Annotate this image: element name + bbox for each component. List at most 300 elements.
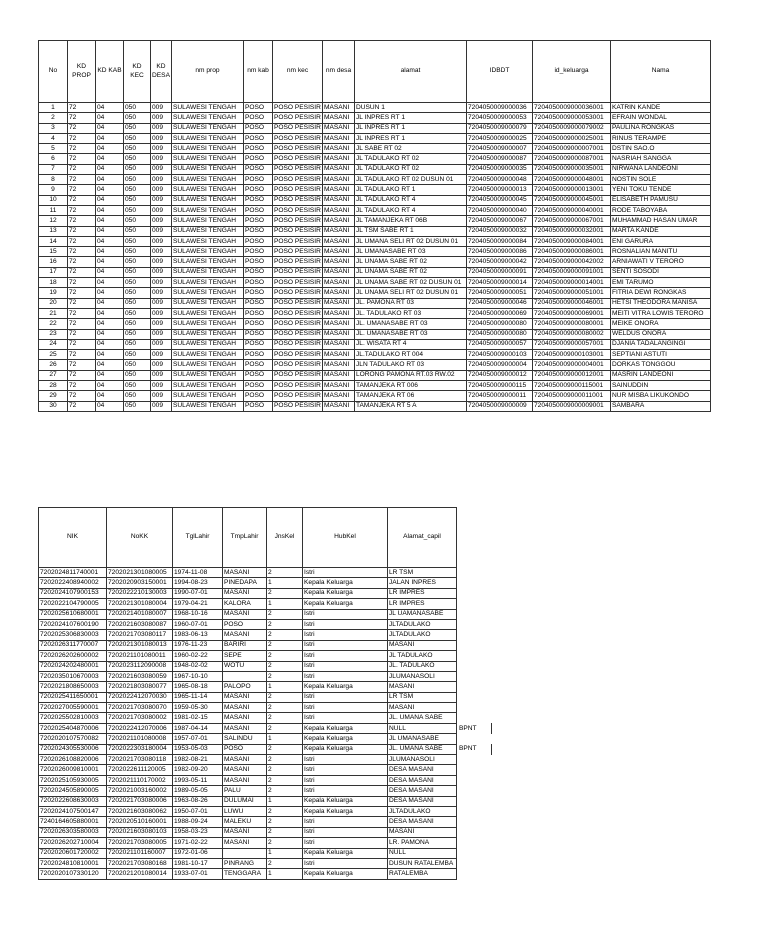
cell-nm-kab: POSO — [244, 360, 273, 370]
cell-kd-kab: 04 — [96, 123, 124, 133]
side-note — [457, 755, 492, 765]
cell-tgllahir: 1976-11-23 — [173, 640, 223, 650]
cell-nama: NASRIAH SANGGA — [611, 154, 711, 164]
table-row — [39, 588, 492, 598]
cell-nm-prop: SULAWESI TENGAH — [172, 123, 244, 133]
cell-tmplahir: MASANI — [223, 568, 267, 578]
header-row — [39, 41, 711, 103]
cell-alamat-capil: JL. UMANA SABE — [388, 744, 457, 754]
cell-nik: 7202024107500147 — [39, 806, 107, 816]
cell-nm-kab: POSO — [244, 339, 273, 349]
cell-nm-kec: POSO PESISIR — [273, 298, 323, 308]
cell-kd-desa: 009 — [151, 267, 172, 277]
cell-nama: NIRWANA LANDEONI — [611, 164, 711, 174]
cell-id-keluarga: 7204050009000042002 — [533, 257, 611, 267]
cell-id-keluarga: 7204050009000103001 — [533, 350, 611, 360]
cell-hubkel: Istri — [303, 703, 388, 713]
cell-jnskel: 1 — [267, 869, 303, 879]
cell-tgllahir: 1979-04-21 — [173, 599, 223, 609]
cell-tgllahir: 1974-11-08 — [173, 568, 223, 578]
cell-jnskel: 1 — [267, 578, 303, 588]
cell-kd-kab: 04 — [96, 113, 124, 123]
cell-kd-kab: 04 — [96, 319, 124, 329]
cell-no: 20 — [39, 298, 68, 308]
cell-tmplahir: KALORA — [223, 599, 267, 609]
table-row — [39, 216, 711, 226]
cell-kd-desa: 009 — [151, 144, 172, 154]
cell-alamat: JL TADULAKO RT 02 — [355, 154, 467, 164]
cell-alamat: JL UNAMA SABE RT 02 DUSUN 01 — [355, 278, 467, 288]
cell-id-keluarga: 7204050009000080002 — [533, 329, 611, 339]
side-note — [457, 765, 492, 775]
cell-alamat-capil: JLTADULAKO — [388, 630, 457, 640]
cell-tmplahir: MASANI — [223, 703, 267, 713]
cell-idbdt: 7204050009000103 — [467, 350, 533, 360]
cell-kd-kab: 04 — [96, 381, 124, 391]
cell-tgllahir: 1982-08-21 — [173, 755, 223, 765]
cell-kd-kab: 04 — [96, 329, 124, 339]
cell-nm-kab: POSO — [244, 278, 273, 288]
cell-tmplahir: MASANI — [223, 775, 267, 785]
cell-nm-kab: POSO — [244, 370, 273, 380]
cell-hubkel: Istri — [303, 630, 388, 640]
cell-nm-desa: MASANI — [323, 360, 355, 370]
cell-alamat-capil: MASANI — [388, 682, 457, 692]
cell-tgllahir: 1950-07-01 — [173, 806, 223, 816]
cell-hubkel: Kepala Keluarga — [303, 848, 388, 858]
cell-alamat: JL UNAMA SABE RT 02 — [355, 267, 467, 277]
side-note: BPNT — [457, 744, 492, 754]
cell-nm-desa: MASANI — [323, 339, 355, 349]
cell-kd-prop: 72 — [68, 319, 96, 329]
cell-kd-prop: 72 — [68, 195, 96, 205]
cell-hubkel: Istri — [303, 765, 388, 775]
cell-kd-prop: 72 — [68, 144, 96, 154]
column-header-no: No — [39, 41, 68, 103]
cell-idbdt: 7204050009000080 — [467, 329, 533, 339]
cell-no: 7 — [39, 164, 68, 174]
cell-nm-desa: MASANI — [323, 308, 355, 318]
cell-no: 13 — [39, 226, 68, 236]
side-note — [457, 588, 492, 598]
cell-kd-prop: 72 — [68, 401, 96, 411]
cell-alamat: JL TAMANJEKA RT 06B — [355, 216, 467, 226]
table-row — [39, 144, 711, 154]
cell-alamat-capil: DESA MASANI — [388, 765, 457, 775]
cell-jnskel: 2 — [267, 817, 303, 827]
cell-kd-kab: 04 — [96, 205, 124, 215]
cell-nm-prop: SULAWESI TENGAH — [172, 133, 244, 143]
cell-no: 21 — [39, 308, 68, 318]
column-header-nama: Nama — [611, 41, 711, 103]
cell-kd-kab: 04 — [96, 278, 124, 288]
cell-tmplahir: MASANI — [223, 755, 267, 765]
table-row — [39, 827, 492, 837]
cell-alamat-capil: JALAN INPRES — [388, 578, 457, 588]
cell-alamat-capil: JLTADULAKO — [388, 806, 457, 816]
cell-nm-kab: POSO — [244, 123, 273, 133]
cell-nm-kec: POSO PESISIR — [273, 133, 323, 143]
cell-jnskel: 2 — [267, 651, 303, 661]
cell-kd-kab: 04 — [96, 257, 124, 267]
cell-nm-desa: MASANI — [323, 288, 355, 298]
cell-hubkel: Istri — [303, 817, 388, 827]
cell-tmplahir: MASANI — [223, 630, 267, 640]
cell-kd-kec: 050 — [124, 113, 151, 123]
table-row — [39, 401, 711, 411]
cell-nik: 7202026009810001 — [39, 765, 107, 775]
cell-nm-kec: POSO PESISIR — [273, 319, 323, 329]
cell-id-keluarga: 7204050009000040001 — [533, 205, 611, 215]
cell-no: 8 — [39, 175, 68, 185]
cell-nik: 7202022104790005 — [39, 599, 107, 609]
cell-nm-kec: POSO PESISIR — [273, 205, 323, 215]
side-note — [457, 713, 492, 723]
cell-kd-desa: 009 — [151, 216, 172, 226]
cell-nm-prop: SULAWESI TENGAH — [172, 164, 244, 174]
side-note — [457, 599, 492, 609]
cell-tgllahir: 1967-10-10 — [173, 671, 223, 681]
table-row — [39, 133, 711, 143]
cell-nm-kec: POSO PESISIR — [273, 144, 323, 154]
cell-kd-desa: 009 — [151, 175, 172, 185]
cell-hubkel: Istri — [303, 858, 388, 868]
cell-nokk: 7202021703080002 — [107, 713, 173, 723]
cell-nokk: 7202023112090008 — [107, 661, 173, 671]
cell-alamat-capil: NULL — [388, 848, 457, 858]
side-note — [457, 671, 492, 681]
cell-nik: 7202026202600002 — [39, 651, 107, 661]
cell-kd-kec: 050 — [124, 360, 151, 370]
cell-idbdt: 7204050009000079 — [467, 123, 533, 133]
cell-nm-kec: POSO PESISIR — [273, 401, 323, 411]
cell-idbdt: 7204050009000091 — [467, 267, 533, 277]
cell-nama: ROSNALIAN MANITU — [611, 247, 711, 257]
table-2-body — [39, 568, 492, 880]
table-row — [39, 599, 492, 609]
cell-nokk: 7202020510160001 — [107, 817, 173, 827]
cell-nik: 7202020107330120 — [39, 869, 107, 879]
cell-alamat: JL INPRES RT 1 — [355, 133, 467, 143]
cell-kd-prop: 72 — [68, 288, 96, 298]
cell-tmplahir: MASANI — [223, 723, 267, 733]
cell-kd-desa: 009 — [151, 391, 172, 401]
cell-nm-kab: POSO — [244, 133, 273, 143]
cell-kd-prop: 72 — [68, 257, 96, 267]
cell-nm-kab: POSO — [244, 113, 273, 123]
cell-kd-prop: 72 — [68, 329, 96, 339]
table-row — [39, 703, 492, 713]
cell-nokk: 7202021603080062 — [107, 806, 173, 816]
cell-nm-kab: POSO — [244, 247, 273, 257]
cell-tgllahir: 1968-10-16 — [173, 609, 223, 619]
table-row — [39, 817, 492, 827]
cell-jnskel: 2 — [267, 588, 303, 598]
cell-nm-kab: POSO — [244, 391, 273, 401]
cell-id-keluarga: 7204050009000086001 — [533, 247, 611, 257]
cell-tgllahir: 1948-02-02 — [173, 661, 223, 671]
cell-hubkel: Istri — [303, 713, 388, 723]
cell-nm-kec: POSO PESISIR — [273, 175, 323, 185]
cell-tgllahir: 1933-07-01 — [173, 869, 223, 879]
column-header-nm-prop: nm prop — [172, 41, 244, 103]
cell-nama: RODE TABOYABA — [611, 205, 711, 215]
cell-alamat-capil: MASANI — [388, 640, 457, 650]
cell-nm-prop: SULAWESI TENGAH — [172, 103, 244, 113]
cell-nama: SEPTIANI ASTUTI — [611, 350, 711, 360]
cell-nik: 7202026311770007 — [39, 640, 107, 650]
table-row — [39, 838, 492, 848]
cell-hubkel: Istri — [303, 661, 388, 671]
cell-kd-desa: 009 — [151, 329, 172, 339]
cell-kd-kec: 050 — [124, 133, 151, 143]
cell-kd-desa: 009 — [151, 113, 172, 123]
cell-kd-kec: 050 — [124, 350, 151, 360]
table-row — [39, 692, 492, 702]
cell-nokk: 7202021703080168 — [107, 858, 173, 868]
table-row — [39, 806, 492, 816]
cell-nokk: 7202021803080077 — [107, 682, 173, 692]
column-header-alamat: alamat — [355, 41, 467, 103]
cell-kd-desa: 009 — [151, 278, 172, 288]
table-row — [39, 640, 492, 650]
cell-nm-kec: POSO PESISIR — [273, 195, 323, 205]
cell-nama: PAULINA RONGKAS — [611, 123, 711, 133]
cell-nokk: 7202022611120005 — [107, 765, 173, 775]
cell-no: 4 — [39, 133, 68, 143]
cell-kd-desa: 009 — [151, 236, 172, 246]
cell-nm-prop: SULAWESI TENGAH — [172, 226, 244, 236]
cell-alamat: JL TADULAKO RT 02 DUSUN 01 — [355, 175, 467, 185]
cell-nm-prop: SULAWESI TENGAH — [172, 267, 244, 277]
cell-nama: DSTIN SAO.O — [611, 144, 711, 154]
cell-no: 26 — [39, 360, 68, 370]
cell-kd-kec: 050 — [124, 257, 151, 267]
cell-alamat-capil: NULL — [388, 723, 457, 733]
cell-nik: 7202025411650001 — [39, 692, 107, 702]
cell-jnskel: 2 — [267, 619, 303, 629]
cell-kd-kab: 04 — [96, 164, 124, 174]
cell-nm-kab: POSO — [244, 144, 273, 154]
cell-kd-desa: 009 — [151, 401, 172, 411]
cell-idbdt: 7204050009000011 — [467, 391, 533, 401]
table-row — [39, 848, 492, 858]
cell-tgllahir: 1965-08-18 — [173, 682, 223, 692]
cell-kd-kec: 050 — [124, 381, 151, 391]
cell-idbdt: 7204050009000045 — [467, 195, 533, 205]
cell-nik: 7202024505890005 — [39, 786, 107, 796]
cell-nama: NOSTIN SOLE — [611, 175, 711, 185]
cell-nm-prop: SULAWESI TENGAH — [172, 401, 244, 411]
cell-nik: 7202024811740001 — [39, 568, 107, 578]
cell-nm-kec: POSO PESISIR — [273, 329, 323, 339]
cell-alamat-capil: JLUMANASOLI — [388, 755, 457, 765]
cell-nm-kec: POSO PESISIR — [273, 236, 323, 246]
cell-tmplahir: DULUMAI — [223, 796, 267, 806]
cell-nama: KATRIN KANDE — [611, 103, 711, 113]
cell-id-keluarga: 7204050009000084001 — [533, 236, 611, 246]
cell-jnskel: 2 — [267, 671, 303, 681]
side-note — [457, 578, 492, 588]
cell-nik: 7202024107600190 — [39, 619, 107, 629]
cell-tgllahir: 1965-11-14 — [173, 692, 223, 702]
cell-tmplahir: WOTU — [223, 661, 267, 671]
cell-kd-prop: 72 — [68, 164, 96, 174]
cell-idbdt: 7204050009000053 — [467, 113, 533, 123]
cell-tgllahir: 1959-05-30 — [173, 703, 223, 713]
cell-jnskel: 2 — [267, 775, 303, 785]
cell-no: 1 — [39, 103, 68, 113]
cell-nama: SAINUDDIN — [611, 381, 711, 391]
cell-no: 15 — [39, 247, 68, 257]
cell-nm-kab: POSO — [244, 216, 273, 226]
cell-kd-desa: 009 — [151, 319, 172, 329]
cell-hubkel: Kepala Keluarga — [303, 578, 388, 588]
column-header-nik: NIK — [39, 508, 107, 568]
cell-nama: RINUS TERAMPE — [611, 133, 711, 143]
cell-idbdt: 7204050009000069 — [467, 308, 533, 318]
cell-nm-prop: SULAWESI TENGAH — [172, 205, 244, 215]
cell-id-keluarga: 7204050009000048001 — [533, 175, 611, 185]
cell-id-keluarga: 7204050009000046001 — [533, 298, 611, 308]
cell-idbdt: 7204050009000115 — [467, 381, 533, 391]
cell-id-keluarga: 7204050009000025001 — [533, 133, 611, 143]
cell-jnskel: 2 — [267, 640, 303, 650]
cell-kd-prop: 72 — [68, 133, 96, 143]
cell-nm-kab: POSO — [244, 185, 273, 195]
cell-idbdt: 7204050009000007 — [467, 144, 533, 154]
side-note — [457, 775, 492, 785]
cell-nokk: 7202021703080070 — [107, 703, 173, 713]
cell-kd-prop: 72 — [68, 236, 96, 246]
cell-alamat: JL. UMANASABE RT 03 — [355, 319, 467, 329]
cell-kd-kab: 04 — [96, 154, 124, 164]
cell-id-keluarga: 7204050009000035001 — [533, 164, 611, 174]
cell-nm-prop: SULAWESI TENGAH — [172, 288, 244, 298]
cell-idbdt: 7204050009000036 — [467, 103, 533, 113]
cell-nokk: 7202021603080059 — [107, 671, 173, 681]
cell-alamat: JL UNAMA SELI RT 02 DUSUN 01 — [355, 288, 467, 298]
cell-nm-kec: POSO PESISIR — [273, 216, 323, 226]
cell-tmplahir: MASANI — [223, 588, 267, 598]
cell-nm-kab: POSO — [244, 298, 273, 308]
cell-idbdt: 7204050009000086 — [467, 247, 533, 257]
cell-kd-prop: 72 — [68, 226, 96, 236]
cell-kd-kec: 050 — [124, 339, 151, 349]
cell-kd-kec: 050 — [124, 319, 151, 329]
cell-nm-kec: POSO PESISIR — [273, 113, 323, 123]
table-row — [39, 267, 711, 277]
column-header-hubkel: HubKel — [303, 508, 388, 568]
cell-alamat: JL. WISATA RT 4 — [355, 339, 467, 349]
cell-nm-prop: SULAWESI TENGAH — [172, 195, 244, 205]
cell-id-keluarga: 7204050009000057001 — [533, 339, 611, 349]
cell-kd-kab: 04 — [96, 175, 124, 185]
column-header-id-keluarga: id_keluarga — [533, 41, 611, 103]
cell-alamat-capil: JL UMANASABE — [388, 734, 457, 744]
cell-alamat: JL TADULAKO RT 4 — [355, 195, 467, 205]
cell-nama: EMI TARUMO — [611, 278, 711, 288]
cell-idbdt: 7204050009000025 — [467, 133, 533, 143]
cell-kd-prop: 72 — [68, 267, 96, 277]
cell-no: 10 — [39, 195, 68, 205]
cell-kd-kec: 050 — [124, 401, 151, 411]
cell-alamat-capil: DESA MASANI — [388, 775, 457, 785]
cell-kd-desa: 009 — [151, 123, 172, 133]
cell-nama: EFRAIN WONDAL — [611, 113, 711, 123]
cell-no: 18 — [39, 278, 68, 288]
cell-nm-prop: SULAWESI TENGAH — [172, 319, 244, 329]
cell-id-keluarga: 7204050009000053001 — [533, 113, 611, 123]
cell-jnskel: 2 — [267, 765, 303, 775]
cell-nokk: 7202021003160002 — [107, 786, 173, 796]
cell-idbdt: 7204050009000009 — [467, 401, 533, 411]
cell-tgllahir: 1960-02-22 — [173, 651, 223, 661]
cell-nm-prop: SULAWESI TENGAH — [172, 144, 244, 154]
cell-tmplahir: BARIRI — [223, 640, 267, 650]
cell-tgllahir: 1987-04-14 — [173, 723, 223, 733]
column-header-kd-desa: KD DESA — [151, 41, 172, 103]
cell-nm-kab: POSO — [244, 401, 273, 411]
table-row — [39, 164, 711, 174]
cell-nokk: 7202022303180004 — [107, 744, 173, 754]
cell-tgllahir: 1981-10-17 — [173, 858, 223, 868]
table-row — [39, 350, 711, 360]
column-header-nm-kec: nm kec — [273, 41, 323, 103]
cell-kd-desa: 009 — [151, 154, 172, 164]
cell-nik: 7202020601720002 — [39, 848, 107, 858]
cell-kd-kec: 050 — [124, 236, 151, 246]
table-row — [39, 744, 492, 754]
cell-kd-kec: 050 — [124, 195, 151, 205]
cell-kd-kab: 04 — [96, 133, 124, 143]
cell-no: 11 — [39, 205, 68, 215]
cell-alamat-capil: DESA MASANI — [388, 817, 457, 827]
cell-tmplahir: POSO — [223, 619, 267, 629]
cell-tmplahir: MASANI — [223, 713, 267, 723]
table-row — [39, 723, 492, 733]
cell-kd-prop: 72 — [68, 339, 96, 349]
cell-kd-kec: 050 — [124, 164, 151, 174]
cell-nama: MASRIN LANDEONI — [611, 370, 711, 380]
cell-kd-kab: 04 — [96, 144, 124, 154]
cell-kd-desa: 009 — [151, 195, 172, 205]
cell-jnskel: 1 — [267, 848, 303, 858]
cell-id-keluarga: 7204050009000009001 — [533, 401, 611, 411]
cell-kd-desa: 009 — [151, 205, 172, 215]
cell-kd-kab: 04 — [96, 185, 124, 195]
cell-no: 6 — [39, 154, 68, 164]
table-row — [39, 257, 711, 267]
cell-jnskel: 2 — [267, 661, 303, 671]
cell-jnskel: 2 — [267, 806, 303, 816]
cell-jnskel: 2 — [267, 723, 303, 733]
cell-nama: HETSI THEODORA MANISA — [611, 298, 711, 308]
cell-nm-desa: MASANI — [323, 319, 355, 329]
cell-nama: WELDUS ONORA — [611, 329, 711, 339]
column-header-tgllahir: TglLahir — [173, 508, 223, 568]
cell-tmplahir: LUWU — [223, 806, 267, 816]
cell-id-keluarga: 7204050009000087001 — [533, 154, 611, 164]
cell-nm-desa: MASANI — [323, 257, 355, 267]
cell-jnskel: 2 — [267, 568, 303, 578]
table-row — [39, 103, 711, 113]
cell-nama: MEIKE ONORA — [611, 319, 711, 329]
cell-nm-kec: POSO PESISIR — [273, 350, 323, 360]
cell-no: 5 — [39, 144, 68, 154]
table-row — [39, 123, 711, 133]
cell-nik: 7202026108820006 — [39, 755, 107, 765]
